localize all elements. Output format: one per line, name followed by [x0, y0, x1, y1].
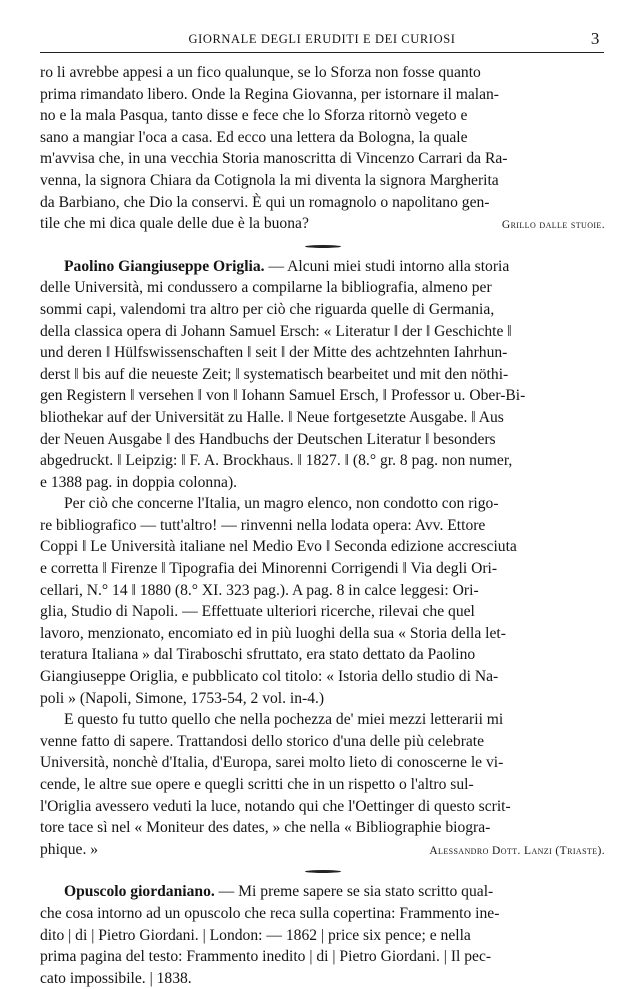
section2-para2-line: poli » (Napoli, Simone, 1753-54, 2 vol. in-4.) — [40, 689, 325, 707]
body-text — [40, 62, 605, 989]
section3-line: che cosa intorno ad un opuscolo che reca sulla copertina: Frammento ine- — [40, 904, 500, 922]
section-separator — [305, 870, 341, 873]
section2-para3-line: E questo fu tutto quello che nella pochezza de' miei mezzi letterarii mi — [64, 711, 504, 729]
section2-first-line-rest: — Alcuni miei studi intorno alla storia — [264, 257, 510, 275]
section1-line: m'avvisa che, in una vecchia Storia manoscritta di Vincenzo Carrari da Ra- — [40, 150, 508, 168]
section3-line: cato impossibile. | 1838. — [40, 969, 192, 987]
header-title: GIORNALE DEGLI ERUDITI E DEI CURIOSI — [188, 32, 456, 46]
section2-line: bliothekar auf der Universität zu Halle. ‖ Neue fortgesetzte Ausgabe. ‖ Aus — [40, 408, 504, 426]
section2-para2-line: glia, Studio di Napoli. — Effettuate ulteriori ricerche, rilevai che quel — [40, 603, 475, 621]
section2-line: derst ‖ bis auf die neueste Zeit; ‖ systematisch bearbeitet und mit den nöthi- — [40, 365, 509, 383]
section3-line: dito | di | Pietro Giordani. | London: — 1862 | price six pence; e nella — [40, 926, 471, 944]
section2-para3-line: cende, le altre sue opere e quegli scritti che in un rispetto o l'altro sul- — [40, 776, 474, 793]
section2-line: della classica opera di Johann Samuel Ersch: « Literatur ‖ der ‖ Geschichte ‖ — [40, 322, 512, 340]
section2-para2-line: Giangiuseppe Origlia, e pubblicato col titolo: « Istoria dello studio di Na- — [40, 668, 499, 686]
section2-last-line — [40, 839, 605, 863]
section2-para2-line: teratura Italiana » dal Tiraboschi sfruttato, era stato dettato da Paolino — [40, 646, 476, 664]
section2-line: der Neuen Ausgabe ‖ des Handbuchs der Deutschen Literatur ‖ besonders — [40, 430, 496, 448]
section1-line: prima rimandato libero. Onde la Regina Giovanna, per istornare il malan- — [40, 85, 499, 103]
section2-line: abgedruckt. ‖ Leipzig: ‖ F. A. Brockhaus. ‖ 1827. ‖ (8.° gr. 8 pag. non numer, — [40, 452, 513, 470]
section2-signature: Alessandro Dott. Lanzi (Triaste). — [429, 844, 605, 857]
section2-first-line — [40, 256, 605, 278]
section2-para2-line: cellari, N.° 14 ‖ 1880 (8.° XI. 323 pag.). A pag. 8 in calce leggesi: Ori- — [40, 581, 479, 599]
section3-heading: Opuscolo giordaniano. — [64, 883, 215, 901]
section1-line: sano a mangiar l'oca a casa. Ed ecco una lettera da Bologna, la quale — [40, 128, 468, 146]
section3-first-line-rest: — Mi preme sapere se sia stato scritto qual- — [214, 883, 494, 901]
section2-para2-line: re bibliografico — tutt'altro! — rinvenni nella lodata opera: Avv. Ettore — [40, 516, 486, 534]
section2-line: und deren ‖ Hülfswissenschaften ‖ seit ‖ der Mitte des achtzehnten Iahrhun- — [40, 344, 508, 362]
section2-para3-line: Università, nonchè d'Italia, d'Europa, sarei molto lieto di conoscerne le vi- — [40, 754, 504, 772]
section2-para3-line: tore tace sì nel « Moniteur des dates, » che nella « Bibliographie biogra- — [40, 819, 491, 837]
running-header — [40, 30, 604, 48]
section2-para3-line: venne fatto di sapere. Trattandosi dello storico d'una delle più celebrate — [40, 732, 485, 750]
section1-last-line — [40, 213, 605, 237]
section2-heading: Paolino Giangiuseppe Origlia. — [64, 257, 265, 275]
section1-signature: Grillo dalle stuoie. — [501, 219, 605, 232]
section2-para2-line: e corretta ‖ Firenze ‖ Tipografia dei Minorenni Corrigendi ‖ Via degli Ori- — [40, 560, 498, 578]
section2-para3-line: l'Origlia avessero veduti la luce, notando qui che l'Oettinger di questo scrit- — [40, 797, 511, 815]
section2-para2-line: Coppi ‖ Le Università italiane nel Medio Evo ‖ Seconda edizione accresciuta — [40, 538, 517, 556]
section1-line: da Barbiano, che Dio la conservi. È qui un romagnolo o napolitano gen- — [40, 193, 490, 211]
section2-line: delle Università, mi condussero a compilarne la bibliografia, almeno per — [40, 279, 492, 297]
page-number: 3 — [590, 29, 600, 48]
section1-line: ro li avrebbe appesi a un fico qualunque, se lo Sforza non fosse quanto — [40, 64, 481, 81]
section2-para2-line: Per ciò che concerne l'Italia, un magro elenco, non condotto con rigo- — [64, 495, 499, 513]
section2-line: e 1388 pag. in doppia colonna). — [40, 473, 238, 491]
section2-para2-line: lavoro, menzionato, encomiato ed in più luoghi della sua « Storia della let- — [40, 624, 506, 642]
section2-line: gen Registern ‖ versehen ‖ von ‖ Iohann Samuel Ersch, ‖ Professor u. Ober-Bi- — [40, 387, 526, 405]
section3-line: prima pagina del testo: Frammento inedito | di | Pietro Giordani. | Il pec- — [40, 948, 492, 966]
section1-line: no e la mala Pasqua, tanto disse e fece che lo Sforza ritornò vegeto e — [40, 107, 468, 125]
section2-line: sommi capi, valendomi tra altro per ciò che riguarda quelle di Germania, — [40, 300, 495, 318]
section1-line: venna, la signora Chiara da Cotignola la mi diventa la signora Margherita — [40, 171, 499, 189]
header-rule — [40, 52, 604, 53]
section-separator — [305, 245, 341, 248]
section2-last-text: phique. » — [40, 840, 99, 858]
section1-last-text: tile che mi dica quale delle due è la buona? — [40, 215, 309, 233]
